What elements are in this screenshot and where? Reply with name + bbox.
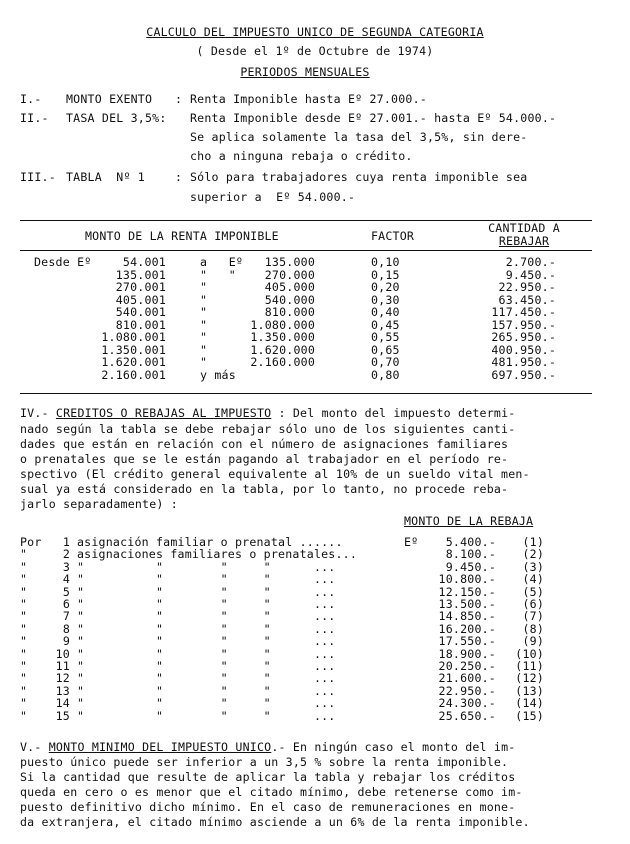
table-1-cell-factor: 0,65 (371, 342, 400, 357)
table-2-cell-ref: (9) (522, 634, 544, 649)
table-2-cell-amount: 13.500.- (438, 597, 496, 611)
table-2-cell-amount: 18.900.- (438, 646, 496, 661)
period-heading: PERIODOS MENSUALES (240, 65, 370, 79)
table-2-cell-prefix: " (20, 609, 28, 624)
table-2-cell-n: 8 (62, 621, 70, 636)
section-5-line: queda en cero o es menor que el citado mínimo, debe retenerse como im- (20, 785, 523, 799)
section-4-line: spectivo (El crédito general equivalente al 10% de un sueldo vital men- (20, 467, 530, 481)
table-2-cell-ref: (7) (522, 609, 544, 624)
section-3-colon: : (175, 170, 183, 184)
table-1-cell-factor: 0,10 (371, 255, 400, 269)
table-1-cell-factor: 0,15 (371, 267, 400, 282)
table-1-cell-from: 1.620.001 (101, 355, 166, 369)
table-2-cell-n: 3 (62, 559, 70, 574)
section-1-number: I.- (20, 92, 42, 106)
table-2-cell-prefix: " (20, 659, 28, 673)
table-1-cell-sep: " (200, 280, 208, 294)
section-2-line: Renta Imponible desde Eº 27.001.- hasta Eº 54.000.- (190, 111, 557, 125)
section-3-number: III.- (20, 170, 56, 184)
table-1-cell-sep: " (200, 305, 208, 319)
section-4-number: IV.- (20, 406, 49, 420)
table-2-cell-ref: (13) (515, 683, 544, 698)
table-2-cell-text: " " " " ... (77, 696, 336, 711)
table-1-cell-factor: 0,55 (371, 330, 400, 344)
table-1-cell-from: 1.080.001 (101, 330, 166, 344)
table-2-cell-prefix: " (20, 584, 28, 599)
table-2-cell-text: " " " " ... (77, 559, 336, 574)
table-1-cell-from: 135.001 (115, 267, 166, 282)
table-1-cell-rebaja: 9.450.- (505, 267, 556, 282)
table-2-cell-n: 1 (62, 535, 70, 549)
table-1-cell-rebaja: 22.950.- (498, 280, 556, 294)
table-2-cell-ref: (10) (515, 646, 544, 661)
section-5-number: V.- (20, 740, 42, 754)
table-1-cell-rebaja: 400.950.- (491, 342, 556, 357)
table-2-cell-prefix: Por (20, 535, 42, 549)
table-2-cell-amount: 12.150.- (438, 584, 496, 599)
table-1-cell-to: 405.000 (264, 280, 315, 294)
table-2-cell-n: 9 (62, 634, 70, 649)
section-4-line: o prenatales que se le están pagando al trabajador en el período re- (20, 452, 509, 466)
section-4-heading: CREDITOS O REBAJAS AL IMPUESTO (55, 406, 272, 420)
table-1-cell-to: 1.620.000 (250, 342, 315, 357)
section-4-line: sual ya está considerado en la tabla, por lo tanto, no procede reba- (20, 482, 509, 496)
table-2-cell-text: " " " " ... (77, 659, 336, 673)
table-2-cell-amount: 5.400.- (445, 535, 496, 549)
table-1-cell-from: 540.001 (115, 305, 166, 319)
table-1-cell-from: 270.001 (115, 280, 166, 294)
table-1-cell-to: 2.160.000 (250, 355, 315, 369)
table-2-cell-text: " " " " ... (77, 597, 336, 611)
table-2-cell-n: 4 (62, 572, 70, 587)
table-1-cell-rebaja: 157.950.- (491, 317, 556, 332)
table-1-cell-factor: 0,30 (371, 292, 400, 307)
table-1-cell-sep: " (200, 342, 208, 357)
section-4-line: nado según la tabla se debe rebajar sólo uno de los siguientes canti- (20, 422, 516, 436)
table-2-cell-amount: 9.450.- (445, 559, 496, 574)
table-2-cell-prefix: " (20, 597, 28, 611)
table-1-header-rebajar: REBAJAR (498, 234, 550, 248)
table-2-cell-amount: 17.550.- (438, 634, 496, 649)
table-2-cell-n: 14 (55, 696, 70, 711)
table-2-cell-text: " " " " ... (77, 584, 336, 599)
table-1-cell-rebaja: 481.950.- (491, 355, 556, 369)
table-2-cell-ref: (11) (515, 659, 544, 673)
table-2-cell-prefix: " (20, 634, 28, 649)
table-1-cell-sep: a Eº (200, 255, 244, 269)
table-1-cell-factor: 0,40 (371, 305, 400, 319)
section-5-line: da extranjera, el citado mínimo asciende a un 6% de la renta imponible. (20, 815, 530, 829)
table-1-header-rule (20, 250, 592, 251)
table-2-cell-ref: (14) (515, 696, 544, 711)
table-2-cell-text: " " " " ... (77, 646, 336, 661)
table-1-cell-sep: " " (200, 267, 236, 282)
rebaja-column-header: MONTO DE LA REBAJA (404, 514, 534, 528)
table-1-cell-sep: " (200, 292, 208, 307)
table-2-cell-n: 15 (55, 708, 70, 723)
table-2-cell-amount: 22.950.- (438, 683, 496, 698)
table-1-cell-to: 810.000 (264, 305, 315, 319)
table-2-cell-amount: 24.300.- (438, 696, 496, 711)
section-2-label: TASA DEL 3,5%: (66, 111, 167, 125)
table-1-cell-rebaja: 2.700.- (505, 255, 556, 269)
table-2-cell-n: 11 (55, 659, 70, 673)
table-2-cell-amount: 21.600.- (438, 671, 496, 686)
table-2-cell-text: " " " " ... (77, 609, 336, 624)
table-1-cell-from: 1.350.001 (101, 342, 166, 357)
table-2-cell-text: asignación familiar o prenatal ...... (77, 535, 343, 549)
table-2-cell-text: " " " " ... (77, 621, 336, 636)
table-1-cell-sep: " (200, 317, 208, 332)
page-title: CALCULO DEL IMPUESTO UNICO DE SEGUNDA CATEGORIA (146, 25, 484, 39)
table-2-cell-text: " " " " ... (77, 634, 336, 649)
section-2-line: cho a ninguna rebaja o crédito. (190, 149, 413, 163)
table-2-cell-ref: (4) (522, 572, 544, 587)
table-1-header-cantidad: CANTIDAD A (488, 221, 560, 235)
section-4-first-line (20, 407, 515, 420)
table-2-cell-amount: 16.200.- (438, 621, 496, 636)
table-2-cell-n: 13 (55, 683, 70, 698)
table-2-cell-ref: (8) (522, 621, 544, 636)
section-5-first-rest: .- En ningún caso el monto del im- (271, 740, 516, 754)
table-2-cell-prefix: " (20, 696, 28, 711)
section-3-line: superior a Eº 54.000.- (190, 190, 356, 204)
table-2-cell-ref: (1) (522, 535, 544, 549)
table-1-cell-from: 2.160.001 (101, 367, 166, 382)
table-2-cell-text: " " " " ... (77, 572, 336, 587)
table-1-cell-rebaja: 63.450.- (498, 292, 556, 307)
table-1-cell-sep: " (200, 355, 208, 369)
table-2-cell-text: " " " " ... (77, 708, 336, 723)
table-1-cell-to: 135.000 (264, 255, 315, 269)
table-1-cell-factor: 0,80 (371, 367, 400, 382)
table-1-cell-prefix: Desde Eº (34, 255, 92, 269)
table-2-cell-amount: 14.850.- (438, 609, 496, 624)
table-2-cell-prefix: " (20, 547, 28, 562)
table-1-cell-to: 1.350.000 (250, 330, 315, 344)
table-2-cell-text: " " " " ... (77, 683, 336, 698)
table-2-cell-amount: 10.800.- (438, 572, 496, 587)
section-1-text: Renta Imponible hasta Eº 27.000.- (190, 92, 427, 106)
table-2-cell-amount: 8.100.- (445, 547, 496, 562)
section-1-label: MONTO EXENTO (66, 92, 153, 106)
section-5-line: puesto único puede ser inferior a un 3,5 % sobre la renta imponible. (20, 755, 509, 769)
table-2-cell-currency: Eº (404, 535, 419, 549)
table-1-cell-rebaja: 265.950.- (491, 330, 556, 344)
table-1-cell-from: 54.001 (122, 255, 166, 269)
table-1-header-factor: FACTOR (371, 229, 415, 243)
table-2-cell-prefix: " (20, 646, 28, 661)
section-1-colon: : (175, 92, 183, 106)
table-1-cell-from: 810.001 (115, 317, 166, 332)
table-2-cell-n: 2 (62, 547, 70, 562)
table-2-cell-prefix: " (20, 559, 28, 574)
table-2-cell-n: 5 (62, 584, 70, 599)
table-2-cell-prefix: " (20, 683, 28, 698)
table-2-cell-text: " " " " ... (77, 671, 336, 686)
table-2-cell-prefix: " (20, 572, 28, 587)
table-1-bottom-rule (20, 393, 592, 394)
table-1-header-monto: MONTO DE LA RENTA IMPONIBLE (85, 229, 279, 243)
table-2-cell-ref: (3) (522, 559, 544, 574)
table-2-cell-ref: (5) (522, 584, 544, 599)
table-2-cell-amount: 20.250.- (438, 659, 496, 673)
table-1-cell-rebaja: 117.450.- (491, 305, 556, 319)
page-subtitle: ( Desde el 1º de Octubre de 1974) (196, 44, 434, 58)
table-1-cell-factor: 0,45 (371, 317, 400, 332)
table-2-cell-n: 12 (55, 671, 70, 686)
table-1-cell-factor: 0,20 (371, 280, 400, 294)
table-2-cell-prefix: " (20, 708, 28, 723)
table-1-cell-from: 405.001 (115, 292, 166, 307)
table-2-cell-prefix: " (20, 621, 28, 636)
section-2-number: II.- (20, 111, 49, 125)
section-2-line: Se aplica solamente la tasa del 3,5%, sin dere- (190, 130, 528, 144)
table-1-cell-factor: 0,70 (371, 355, 400, 369)
section-4-first-rest: : Del monto del impuesto determi- (271, 406, 516, 420)
section-5-heading: MONTO MINIMO DEL IMPUESTO UNICO (48, 740, 272, 754)
section-3-line: Sólo para trabajadores cuya renta imponible sea (190, 170, 528, 184)
table-1-cell-rebaja: 697.950.- (491, 367, 556, 382)
table-1-cell-to: 270.000 (264, 267, 315, 282)
section-4-line: dades que están en relación con el número de asignaciones familiares (20, 437, 509, 451)
table-1-cell-sep: " (200, 330, 208, 344)
section-5-first-line (20, 741, 515, 754)
table-2-cell-amount: 25.650.- (438, 708, 496, 723)
table-2-cell-ref: (6) (522, 597, 544, 611)
section-5-line: Si la cantidad que resulte de aplicar la tabla y rebajar los créditos (20, 770, 516, 784)
section-5-line: puesto definitivo dicho mínimo. En el caso de remuneraciones en mone- (20, 800, 516, 814)
table-2-cell-n: 6 (62, 597, 70, 611)
table-2-cell-ref: (12) (515, 671, 544, 686)
table-1-cell-sep: y más (200, 367, 236, 382)
table-2-cell-ref: (2) (522, 547, 544, 562)
table-2-cell-text: asignaciones familiares o prenatales... (77, 547, 358, 562)
table-1-cell-to: 540.000 (264, 292, 315, 307)
table-1-cell-to: 1.080.000 (250, 317, 315, 332)
table-2-cell-n: 7 (62, 609, 70, 624)
table-2-cell-n: 10 (55, 646, 70, 661)
table-2-cell-ref: (15) (515, 708, 544, 723)
section-4-line: jarlo separadamente) : (20, 497, 178, 511)
section-3-label: TABLA Nº 1 (66, 170, 145, 184)
table-2-cell-prefix: " (20, 671, 28, 686)
